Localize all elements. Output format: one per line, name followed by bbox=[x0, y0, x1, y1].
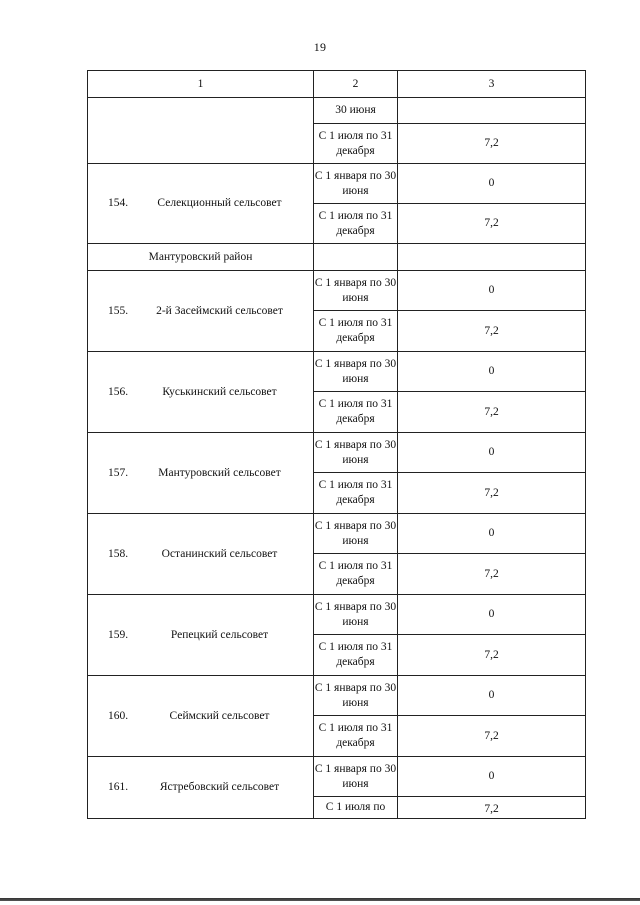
row-number: 157. bbox=[107, 466, 129, 479]
district-row bbox=[88, 244, 586, 271]
period-cell: С 1 июля по 31 декабря bbox=[314, 392, 398, 433]
empty-cell bbox=[398, 244, 586, 271]
period-cell: С 1 июля по 31 декабря bbox=[314, 204, 398, 244]
rate-cell: 0 bbox=[398, 164, 586, 204]
rate-cell: 0 bbox=[398, 595, 586, 635]
rate-cell: 7,2 bbox=[398, 554, 586, 595]
empty-cell bbox=[314, 244, 398, 271]
rate-cell bbox=[398, 98, 586, 124]
page-bottom-rule bbox=[0, 898, 640, 901]
municipality-name: Репецкий сельсовет bbox=[170, 628, 269, 641]
municipality-cell bbox=[88, 676, 314, 757]
settlement-row bbox=[88, 514, 586, 554]
municipality-name: Останинский сельсовет bbox=[161, 547, 278, 560]
rate-cell: 7,2 bbox=[398, 311, 586, 352]
table-header-row bbox=[88, 71, 586, 98]
period-cell: С 1 января по 30 июня bbox=[314, 164, 398, 204]
municipality-name: Куськинский сельсовет bbox=[162, 385, 277, 398]
period-cell: С 1 июля по 31 декабря bbox=[314, 635, 398, 676]
period-cell: С 1 июля по bbox=[314, 797, 398, 819]
municipality-cell bbox=[88, 164, 314, 244]
rate-cell: 0 bbox=[398, 676, 586, 716]
rate-cell: 0 bbox=[398, 757, 586, 797]
municipality-name: Селекционный сельсовет bbox=[157, 197, 282, 209]
municipality-name: Ястребовский сельсовет bbox=[159, 781, 280, 793]
row-number: 158. bbox=[107, 547, 129, 560]
rate-cell: 0 bbox=[398, 514, 586, 554]
settlement-row bbox=[88, 352, 586, 392]
period-cell: С 1 января по 30 июня bbox=[314, 676, 398, 716]
header-col-2: 2 bbox=[314, 71, 398, 98]
rate-cell: 0 bbox=[398, 352, 586, 392]
rate-cell: 7,2 bbox=[398, 124, 586, 164]
settlement-row bbox=[88, 676, 586, 716]
settlement-row bbox=[88, 595, 586, 635]
rate-cell: 7,2 bbox=[398, 797, 586, 819]
settlement-row bbox=[88, 757, 586, 797]
page-number: 19 bbox=[313, 40, 327, 54]
period-cell: С 1 января по 30 июня bbox=[314, 757, 398, 797]
continuation-row-1 bbox=[88, 98, 586, 124]
rate-cell: 7,2 bbox=[398, 716, 586, 757]
period-cell: С 1 января по 30 июня bbox=[314, 433, 398, 473]
period-cell: С 1 июля по 31 декабря bbox=[314, 311, 398, 352]
header-col-1: 1 bbox=[88, 71, 314, 98]
rate-cell: 7,2 bbox=[398, 635, 586, 676]
row-number: 155. bbox=[107, 304, 129, 317]
rate-cell: 7,2 bbox=[398, 392, 586, 433]
rate-cell: 7,2 bbox=[398, 473, 586, 514]
row-number: 160. bbox=[107, 709, 129, 722]
settlement-row bbox=[88, 433, 586, 473]
row-number: 161. bbox=[107, 781, 129, 793]
municipality-name: 2-й Засеймский сельсовет bbox=[156, 304, 283, 317]
municipality-cell bbox=[88, 271, 314, 352]
municipality-cell bbox=[88, 433, 314, 514]
period-cell: С 1 июля по 31 декабря bbox=[314, 124, 398, 164]
municipality-name: Сеймский сельсовет bbox=[169, 709, 270, 722]
period-cell: С 1 января по 30 июня bbox=[314, 595, 398, 635]
period-cell: С 1 января по 30 июня bbox=[314, 271, 398, 311]
continuation-municipality-cell bbox=[88, 98, 314, 164]
rate-cell: 0 bbox=[398, 433, 586, 473]
municipality-cell bbox=[88, 595, 314, 676]
rate-cell: 7,2 bbox=[398, 204, 586, 244]
municipality-cell bbox=[88, 757, 314, 819]
row-number: 159. bbox=[107, 628, 129, 641]
period-cell: 30 июня bbox=[314, 98, 398, 124]
period-cell: С 1 июля по 31 декабря bbox=[314, 473, 398, 514]
settlement-row bbox=[88, 164, 586, 204]
row-number: 154. bbox=[107, 197, 129, 209]
settlement-row bbox=[88, 271, 586, 311]
municipality-cell bbox=[88, 514, 314, 595]
header-col-3: 3 bbox=[398, 71, 586, 98]
tax-rate-table bbox=[87, 70, 586, 819]
period-cell: С 1 июля по 31 декабря bbox=[314, 716, 398, 757]
period-cell: С 1 января по 30 июня bbox=[314, 514, 398, 554]
row-number: 156. bbox=[107, 385, 129, 398]
period-cell: С 1 июля по 31 декабря bbox=[314, 554, 398, 595]
district-name: Мантуровский район bbox=[88, 244, 314, 271]
municipality-name: Мантуровский сельсовет bbox=[158, 466, 281, 479]
rate-cell: 0 bbox=[398, 271, 586, 311]
period-cell: С 1 января по 30 июня bbox=[314, 352, 398, 392]
municipality-cell bbox=[88, 352, 314, 433]
